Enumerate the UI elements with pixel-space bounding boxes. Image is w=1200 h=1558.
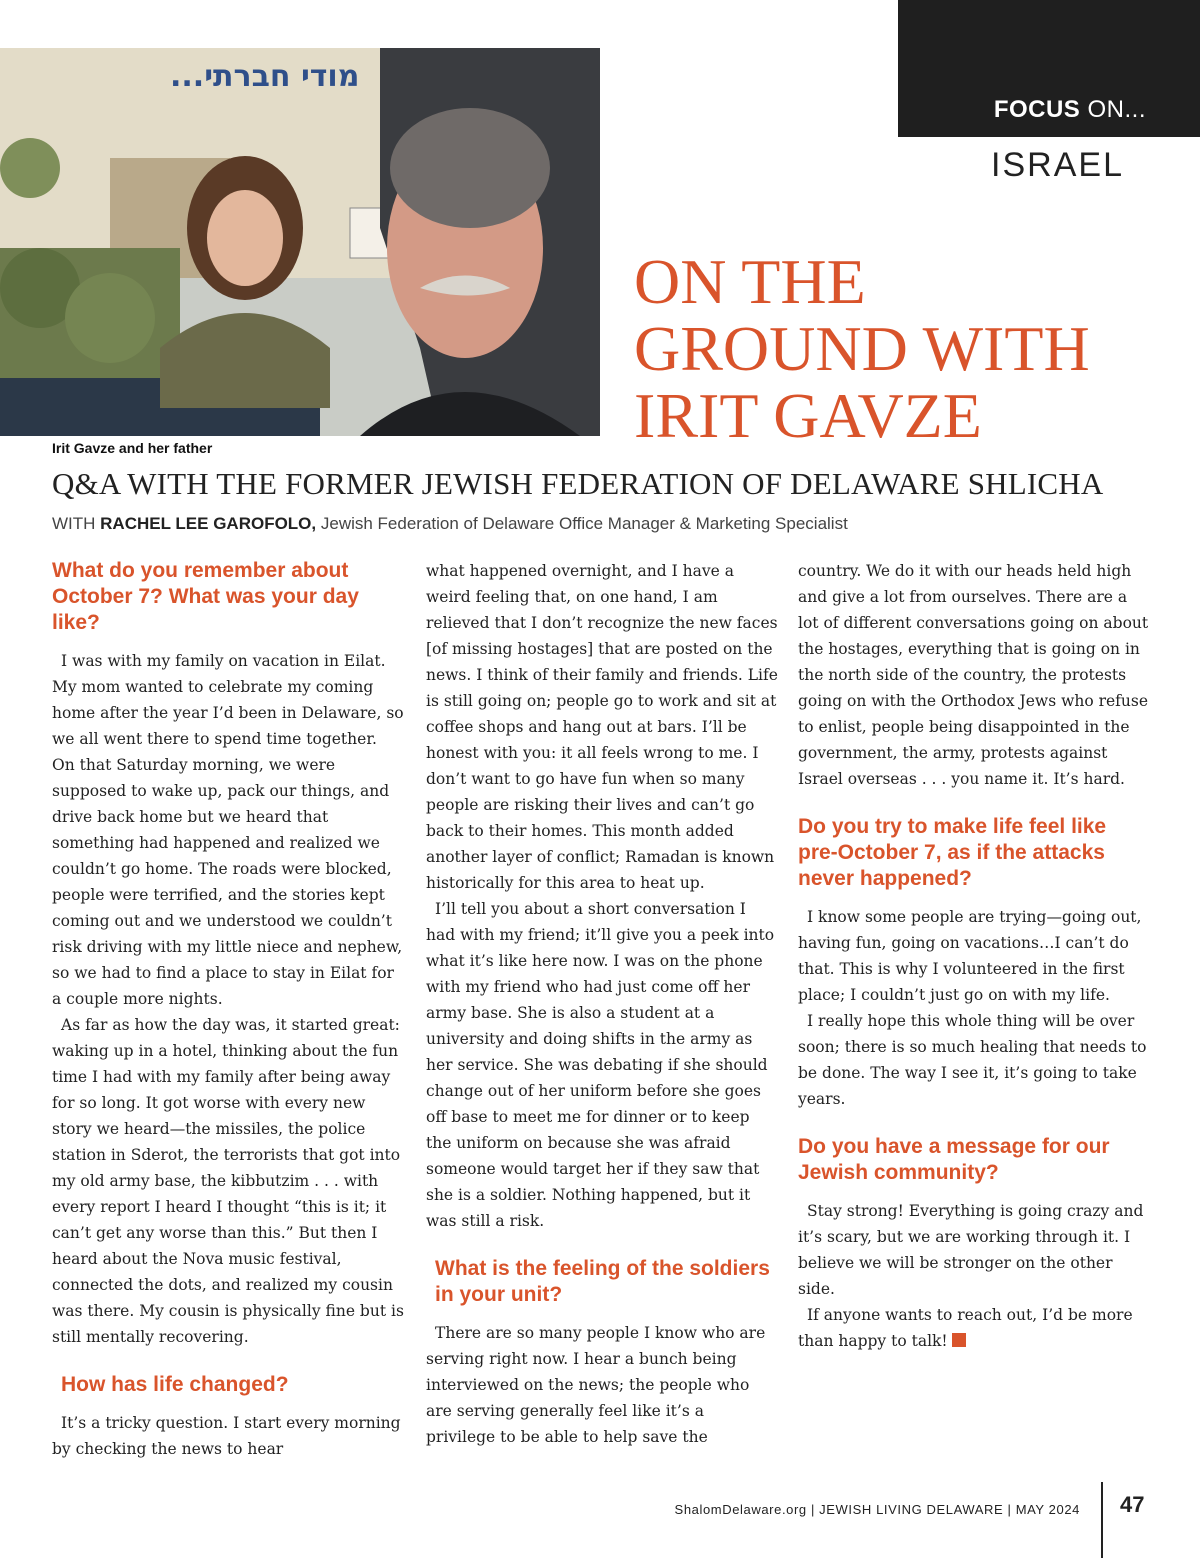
hero-photo	[0, 48, 600, 436]
subheadline: Q&A WITH THE FORMER JEWISH FEDERATION OF DELAWARE SHLICHA	[52, 466, 1104, 501]
answer-1-paragraph-1: I was with my family on vacation in Eilat. My mom wanted to celebrate my coming home after the year I’d been in Delaware, so we all went there to spend time together. On that Saturday morning, we were supposed to wake up, pack our things, and drive back home but we heard that something had happened and realized we couldn’t go home. The roads were blocked, people were terrified, and the stories kept coming out and we understood we couldn’t risk driving with my little niece and nephew, so we had to find a place to stay in Eilat for a couple more nights.	[52, 652, 404, 1008]
answer-4-paragraph-2: I really hope this whole thing will be over soon; there is so much healing that needs to be done. The way I see it, it’s going to take years.	[798, 1012, 1147, 1108]
headline-line-3: IRIT GAVZE	[634, 380, 982, 451]
answer-1-paragraph-2: As far as how the day was, it started great: waking up in a hotel, thinking about the fun time I had with my family after being away for so long. It got worse with every new story we heard—the missiles, the police station in Sderot, the terrorists that got into my old army base, the kibbutzim . . . with every report I heard I thought “this is it; it can’t get any worse than this.” But then I heard about the Nova music festival, connected the dots, and realized my cousin was there. My cousin is physically fine but is still mentally recovering.	[52, 1016, 404, 1346]
footer-text: ShalomDelaware.org | JEWISH LIVING DELAWARE | MAY 2024	[674, 1502, 1080, 1517]
answer-2-paragraph-2: I’ll tell you about a short conversation I had with my friend; it’ll give you a peek into what it’s like here now. I was on the phone with my friend who had just come off her army base. She is also a student at a university and doing shifts in the army as her service. She was debating if she should change out of her uniform before she goes off base to meet me for dinner or to keep the uniform on because she was afraid someone would target her if they saw that she is a soldier. Nothing happened, but it was still a risk.	[426, 900, 775, 1230]
section-label: ISRAEL	[991, 146, 1124, 184]
answer-3-paragraph-1a: There are so many people I know who are serving right now. I hear a bunch being interviewed on the news; the people who are serving generally feel like it’s a privilege to be able to help save the	[426, 1324, 766, 1446]
question-4: Do you try to make life feel like pre-October 7, as if the attacks never happened?	[798, 815, 1107, 890]
headline-line-1: ON THE	[634, 246, 866, 317]
column-2	[426, 558, 778, 1450]
focus-banner	[898, 0, 1200, 137]
building-sign: ...מודי חברתי	[170, 59, 360, 94]
answer-2-paragraph-1b: what happened overnight, and I have a weird feeling that, on one hand, I am relieved that I don’t recognize the new faces [of missing hostages] that are posted on the news. I think of their family and friends. Life is still going on; people go to work and sit at coffee shops and hang out at bars. I’ll be honest with you: it all feels wrong to me. I don’t want to go have fun when so many people are risking their lives and can’t go back to their homes. This month added another layer of conflict; Ramadan is known historically for this area to heat up.	[426, 562, 778, 892]
answer-5-paragraph-2-text: If anyone wants to reach out, I’d be more than happy to talk!	[798, 1306, 1133, 1350]
answer-2-paragraph-1a: It’s a tricky question. I start every morning by checking the news to hear	[52, 1414, 401, 1458]
answer-3-paragraph-1b: country. We do it with our heads held high and give a lot from ourselves. There are a lot of different conversations going on about the hostages, everything that is going on in the north side of the country, the protests going on with the Orthodox Jews who refuse to enlist, people being disappointed in the government, the army, protests against Israel overseas . . . you name it. It’s hard.	[798, 562, 1149, 788]
byline-prefix: WITH	[52, 514, 101, 533]
column-1	[52, 558, 404, 1462]
focus-bold: FOCUS	[993, 96, 1081, 123]
byline-role: Jewish Federation of Delaware Office Manager & Marketing Specialist	[316, 514, 848, 533]
answer-4-paragraph-1: I know some people are trying—going out, having fun, going on vacations…I can’t do that. This is why I volunteered in the first place; I couldn’t just go on with my life.	[798, 908, 1142, 1004]
footer-divider	[1101, 1482, 1103, 1558]
column-3	[798, 558, 1150, 1354]
answer-5-paragraph-2	[798, 1302, 1150, 1354]
question-2: How has life changed?	[61, 1373, 289, 1396]
page-number: 47	[1120, 1492, 1145, 1517]
headline	[634, 248, 1174, 449]
question-1: What do you remember about October 7? What was your day like?	[52, 559, 359, 634]
end-mark-icon	[952, 1333, 966, 1347]
byline	[52, 514, 848, 534]
question-5: Do you have a message for our Jewish community?	[798, 1135, 1110, 1184]
focus-label	[994, 96, 1146, 124]
byline-author: RACHEL LEE GAROFOLO,	[100, 514, 317, 533]
answer-5-paragraph-1: Stay strong! Everything is going crazy and it’s scary, but we are working through it. I believe we will be stronger on the other side.	[798, 1202, 1144, 1298]
photo-caption: Irit Gavze and her father	[52, 440, 213, 456]
question-3: What is the feeling of the soldiers in your unit?	[435, 1257, 770, 1306]
headline-line-2: GROUND WITH	[634, 313, 1090, 384]
focus-light: ON...	[1087, 96, 1146, 123]
photo-illustration	[0, 48, 600, 436]
